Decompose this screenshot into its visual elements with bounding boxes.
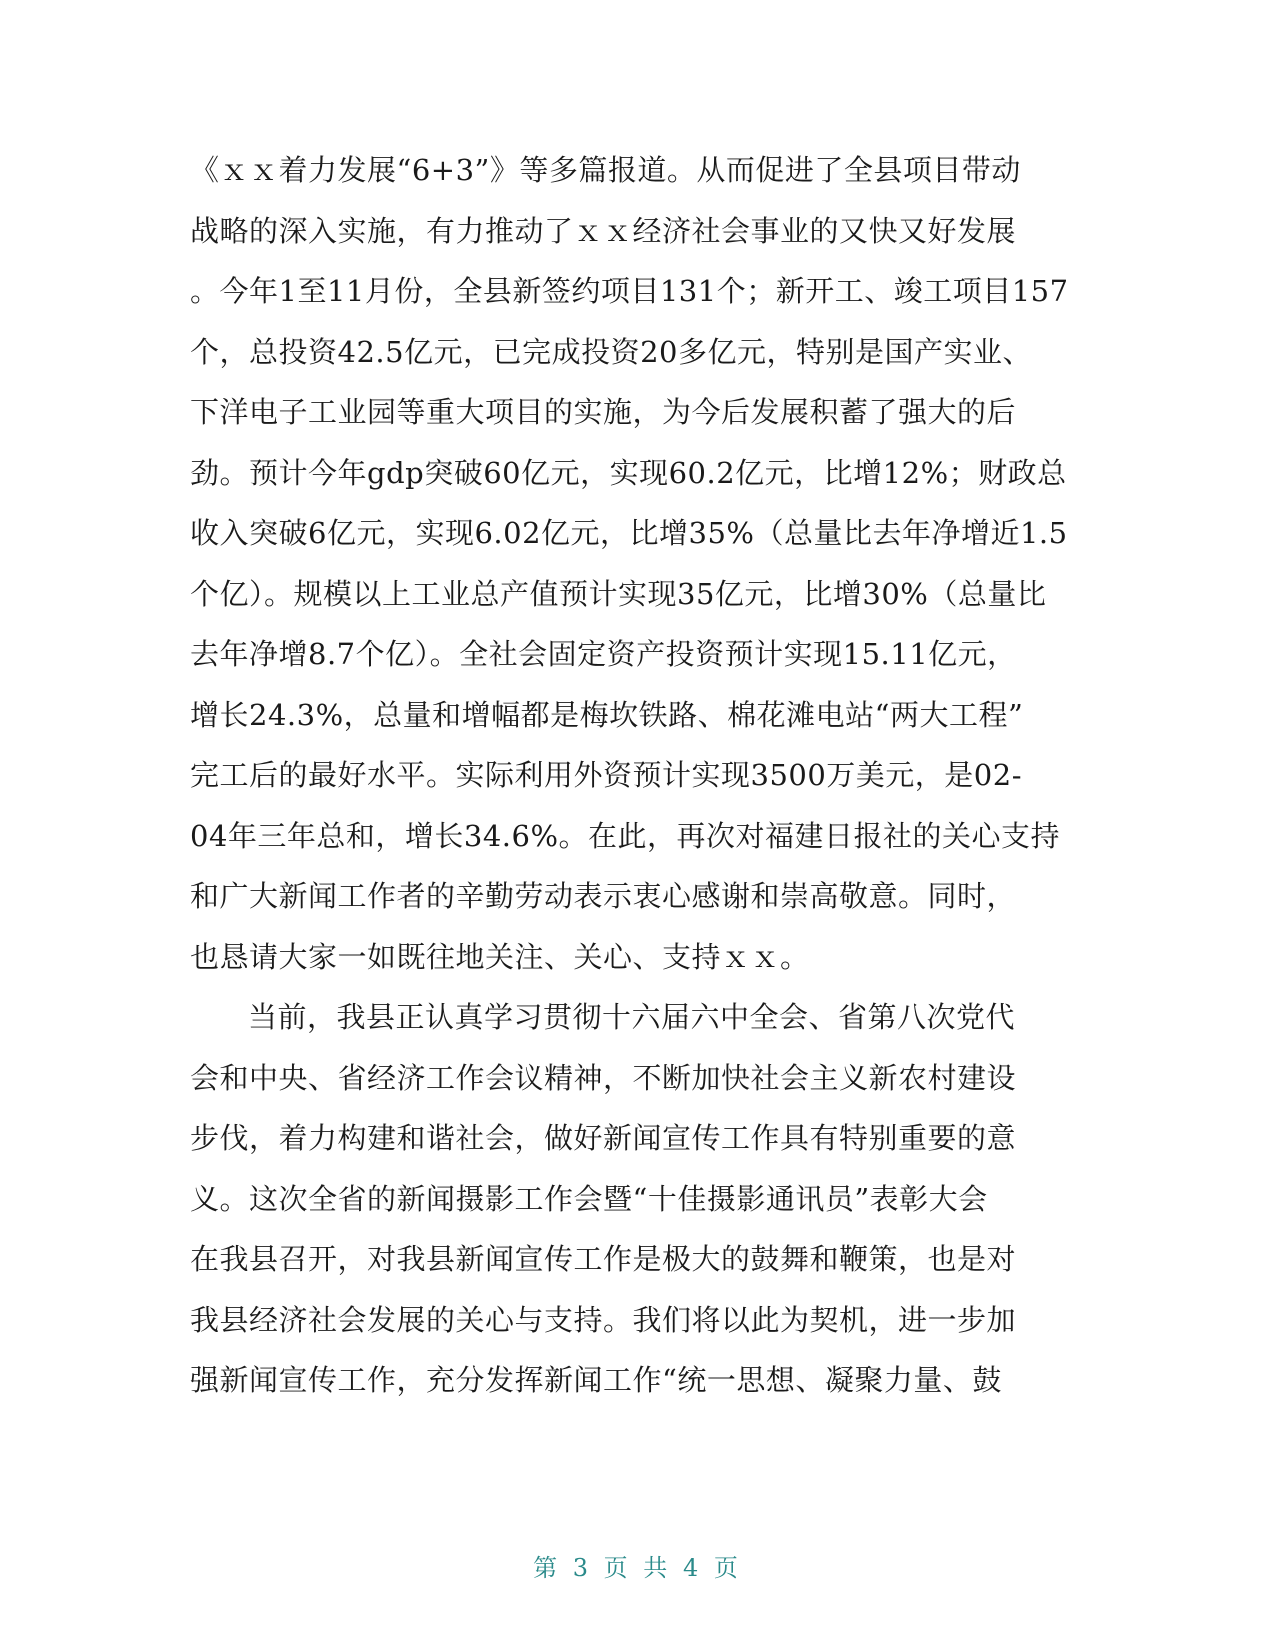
text-line: 《ｘｘ着力发展“6+3”》等多篇报道。从而促进了全县项目带动 [190,153,1021,187]
text-line: 完工后的最好水平。实际利用外资预计实现3500万美元，是02- [190,758,1023,792]
text-line: 劲。预计今年gdp突破60亿元，实现60.2亿元，比增12%；财政总 [190,455,1067,490]
text-line: 下洋电子工业园等重大项目的实施，为今后发展积蓄了强大的后 [190,395,1017,429]
text-line: 。今年1至11月份，全县新签约项目131个；新开工、竣工项目157 [190,274,1069,308]
text-line: 和广大新闻工作者的辛勤劳动表示衷心感谢和崇高敬意。同时， [190,879,1017,913]
text-line: 义。这次全省的新闻摄影工作会暨“十佳摄影通讯员”表彰大会 [190,1181,988,1216]
text-line: 在我县召开，对我县新闻宣传工作是极大的鼓舞和鞭策，也是对 [190,1242,1017,1276]
text-line: 增长24.3%，总量和增幅都是梅坎铁路、棉花滩电站“两大工程” [190,697,1024,732]
text-line: 个亿）。规模以上工业总产值预计实现35亿元，比增30%（总量比 [190,576,1047,611]
text-line: 个，总投资42.5亿元，已完成投资20多亿元，特别是国产实业、 [190,334,1032,369]
text-line: 会和中央、省经济工作会议精神，不断加快社会主义新农村建设 [190,1060,1017,1095]
text-line: 收入突破6亿元，实现6.02亿元，比增35%（总量比去年净增近1.5 [190,516,1068,550]
text-line: 04年三年总和，增长34.6%。在此，再次对福建日报社的关心支持 [190,818,1061,853]
page-number-footer: 第 3 页 共 4 页 [533,1554,742,1582]
text-line: 也恳请大家一如既往地关注、关心、支持ｘｘ。 [190,939,810,974]
text-line: 战略的深入实施，有力推动了ｘｘ经济社会事业的又快又好发展 [190,213,1017,248]
text-line: 步伐，着力构建和谐社会，做好新闻宣传工作具有特别重要的意 [190,1121,1017,1155]
body-text [190,140,1080,1411]
text-line: 强新闻宣传工作，充分发挥新闻工作“统一思想、凝聚力量、鼓 [190,1363,1002,1397]
text-line: 去年净增8.7个亿）。全社会固定资产投资预计实现15.11亿元， [190,637,1017,671]
paragraph-start-line: 当前，我县正认真学习贯彻十六届六中全会、省第八次党代 [248,1000,1016,1034]
text-line: 我县经济社会发展的关心与支持。我们将以此为契机，进一步加 [190,1302,1017,1337]
